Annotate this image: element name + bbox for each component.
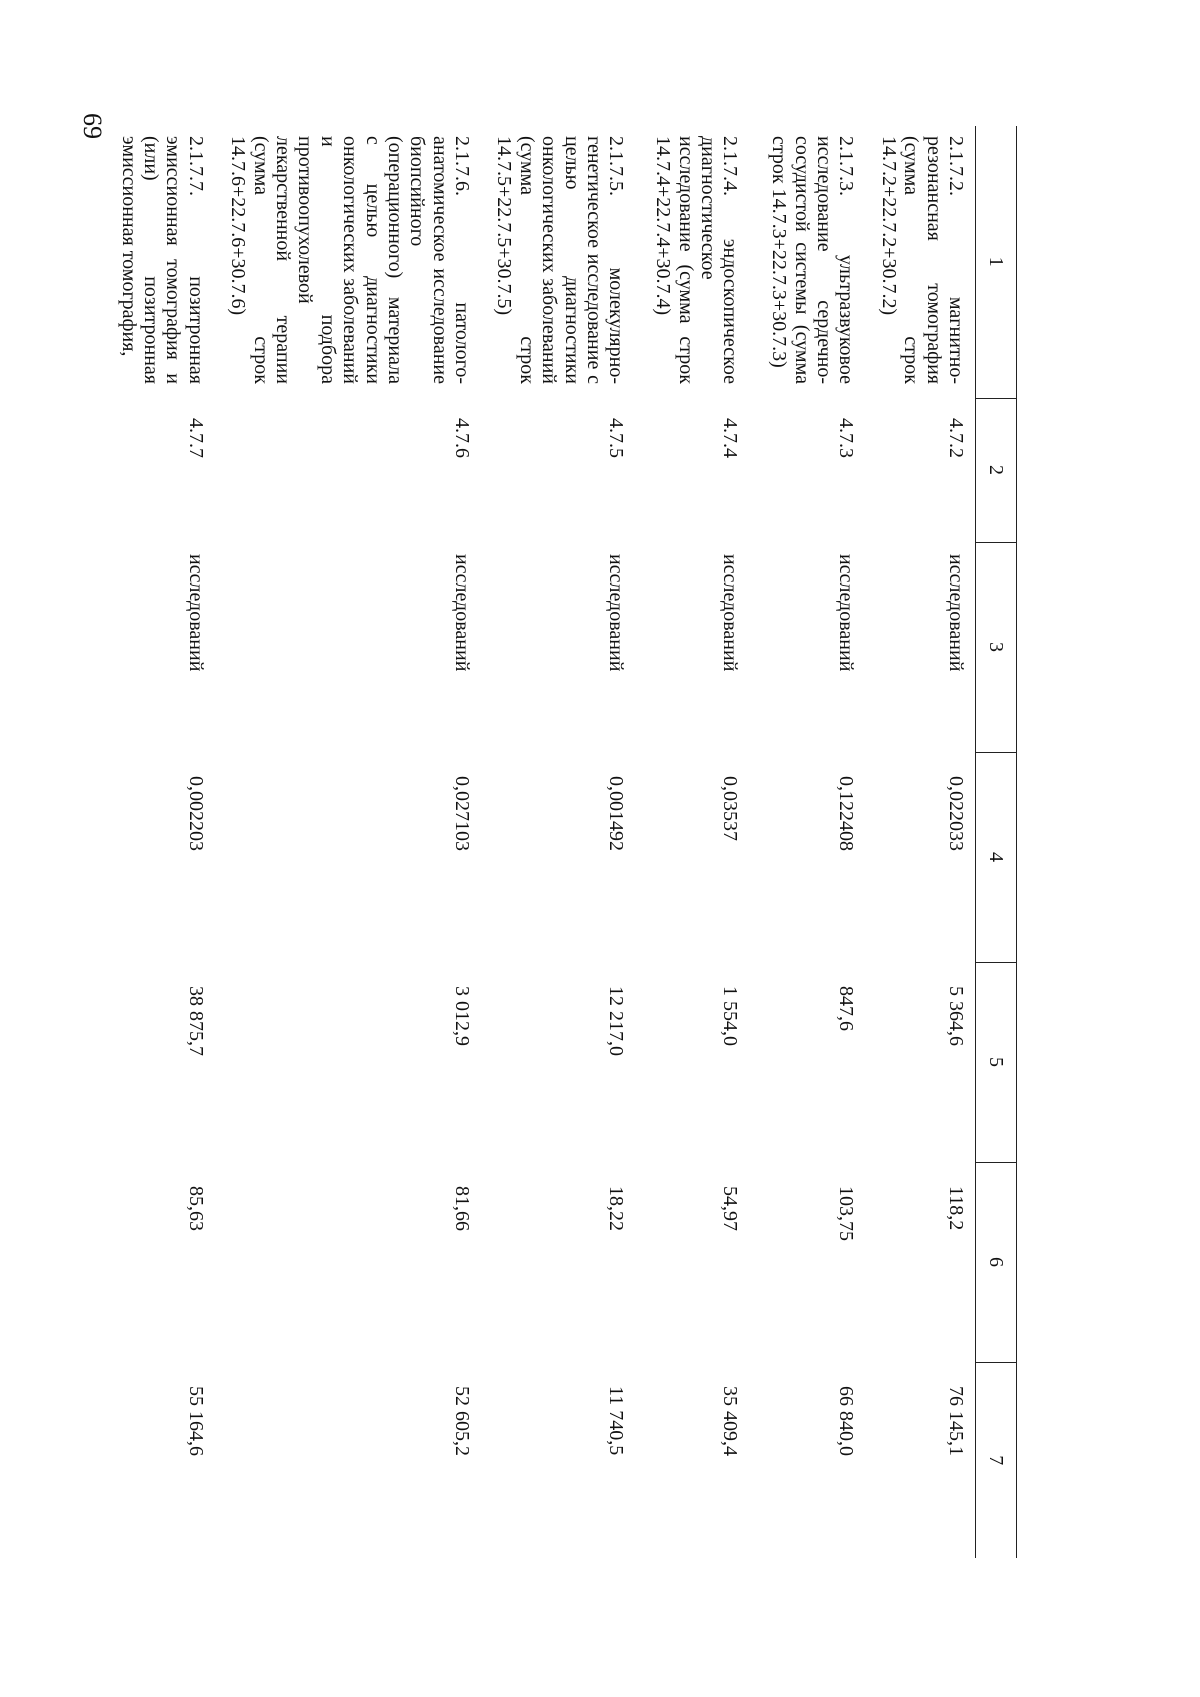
row-col6-cell: 103,75 bbox=[835, 1186, 858, 1241]
row-col7-cell: 55 164,6 bbox=[184, 1386, 207, 1456]
row-col7-cell: 11 740,5 bbox=[605, 1386, 628, 1456]
table-row bbox=[749, 126, 865, 1558]
row-col5-cell: 1 554,0 bbox=[719, 986, 742, 1046]
row-unit-cell: исследований bbox=[184, 554, 207, 672]
table-row bbox=[215, 126, 481, 1558]
row-col4-cell: 0,022033 bbox=[945, 776, 967, 851]
row-col4-cell: 0,027103 bbox=[451, 776, 474, 851]
column-header-5: 5 bbox=[976, 962, 1017, 1162]
row-col7-cell: 35 409,4 bbox=[719, 1386, 742, 1456]
row-col4-cell: 0,001492 bbox=[605, 776, 628, 851]
column-header-2: 2 bbox=[976, 398, 1017, 542]
row-code-cell: 4.7.5 bbox=[605, 418, 628, 458]
column-header-6: 6 bbox=[976, 1162, 1017, 1362]
rotated-table-container bbox=[117, 126, 1017, 1558]
row-name-cell: 2.1.7.2. магнитно-резонансная томография (сумма строк 14.7.2+22.7.2+30.7.2) bbox=[877, 136, 967, 384]
column-header-1: 1 bbox=[976, 126, 1017, 398]
row-col6-cell: 54,97 bbox=[719, 1186, 742, 1231]
row-col6-cell: 81,66 bbox=[451, 1186, 474, 1231]
row-col5-cell: 5 364,6 bbox=[945, 986, 967, 1046]
row-unit-cell: исследований bbox=[719, 554, 742, 672]
row-col5-cell: 3 012,9 bbox=[451, 986, 474, 1046]
row-col6-cell: 118,2 bbox=[945, 1186, 967, 1231]
row-name-cell: 2.1.7.6. патолого-анатомическое исследование биопсийного (операционного) материала с целью диагностики онкологических заболеваний и подбора противоопухолевой лекарственной терапии (сумма строк 14.7.6+22.7.6+30.7.6) bbox=[227, 136, 474, 384]
row-col4-cell: 0,122408 bbox=[835, 776, 858, 851]
table-row bbox=[865, 126, 975, 1558]
row-col6-cell: 85,63 bbox=[184, 1186, 207, 1231]
row-col4-cell: 0,002203 bbox=[184, 776, 207, 851]
row-name-cell: 2.1.7.4. эндоскопическое диагностическое исследование (сумма строк 14.7.4+22.7.4+30.7.4) bbox=[652, 136, 742, 384]
row-col5-cell: 847,6 bbox=[835, 986, 858, 1031]
row-col4-cell: 0,03537 bbox=[719, 776, 742, 841]
row-unit-cell: исследований bbox=[835, 554, 858, 672]
row-name-cell: 2.1.7.3. ультразвуковое исследование сердечно-сосудистой системы (сумма строк 14.7.3+22.7.3+30.7.3) bbox=[768, 136, 858, 384]
row-name-cell: 2.1.7.7. позитронная эмиссионная томография и (или) позитронная эмиссионная томография, bbox=[117, 136, 207, 384]
row-unit-cell: исследований bbox=[451, 554, 474, 672]
row-code-cell: 4.7.2 bbox=[945, 418, 967, 458]
row-unit-cell: исследований bbox=[605, 554, 628, 672]
row-col7-cell: 76 145,1 bbox=[945, 1386, 967, 1456]
column-header-3: 3 bbox=[976, 542, 1017, 752]
row-code-cell: 4.7.3 bbox=[835, 418, 858, 458]
data-table bbox=[105, 126, 1017, 1558]
row-code-cell: 4.7.6 bbox=[451, 418, 474, 458]
row-name-cell: 2.1.7.5. молекулярно-генетическое исследование с целью диагностики онкологических заболеваний (сумма строк 14.7.5+22.7.5+30.7.5) bbox=[493, 136, 628, 384]
header-row bbox=[976, 126, 1017, 1558]
row-col5-cell: 38 875,7 bbox=[184, 986, 207, 1056]
page-number: 69 bbox=[78, 113, 107, 139]
column-header-4: 4 bbox=[976, 752, 1017, 962]
row-code-cell: 4.7.4 bbox=[719, 418, 742, 458]
row-col7-cell: 66 840,0 bbox=[835, 1386, 858, 1456]
row-code-cell: 4.7.7 bbox=[184, 418, 207, 458]
row-unit-cell: исследований bbox=[945, 554, 967, 672]
row-col5-cell: 12 217,0 bbox=[605, 986, 628, 1056]
table-row bbox=[635, 126, 749, 1558]
row-col6-cell: 18,22 bbox=[605, 1186, 628, 1231]
table-row bbox=[105, 126, 215, 1558]
table-row bbox=[481, 126, 635, 1558]
row-col7-cell: 52 605,2 bbox=[451, 1386, 474, 1456]
column-header-7: 7 bbox=[976, 1362, 1017, 1558]
